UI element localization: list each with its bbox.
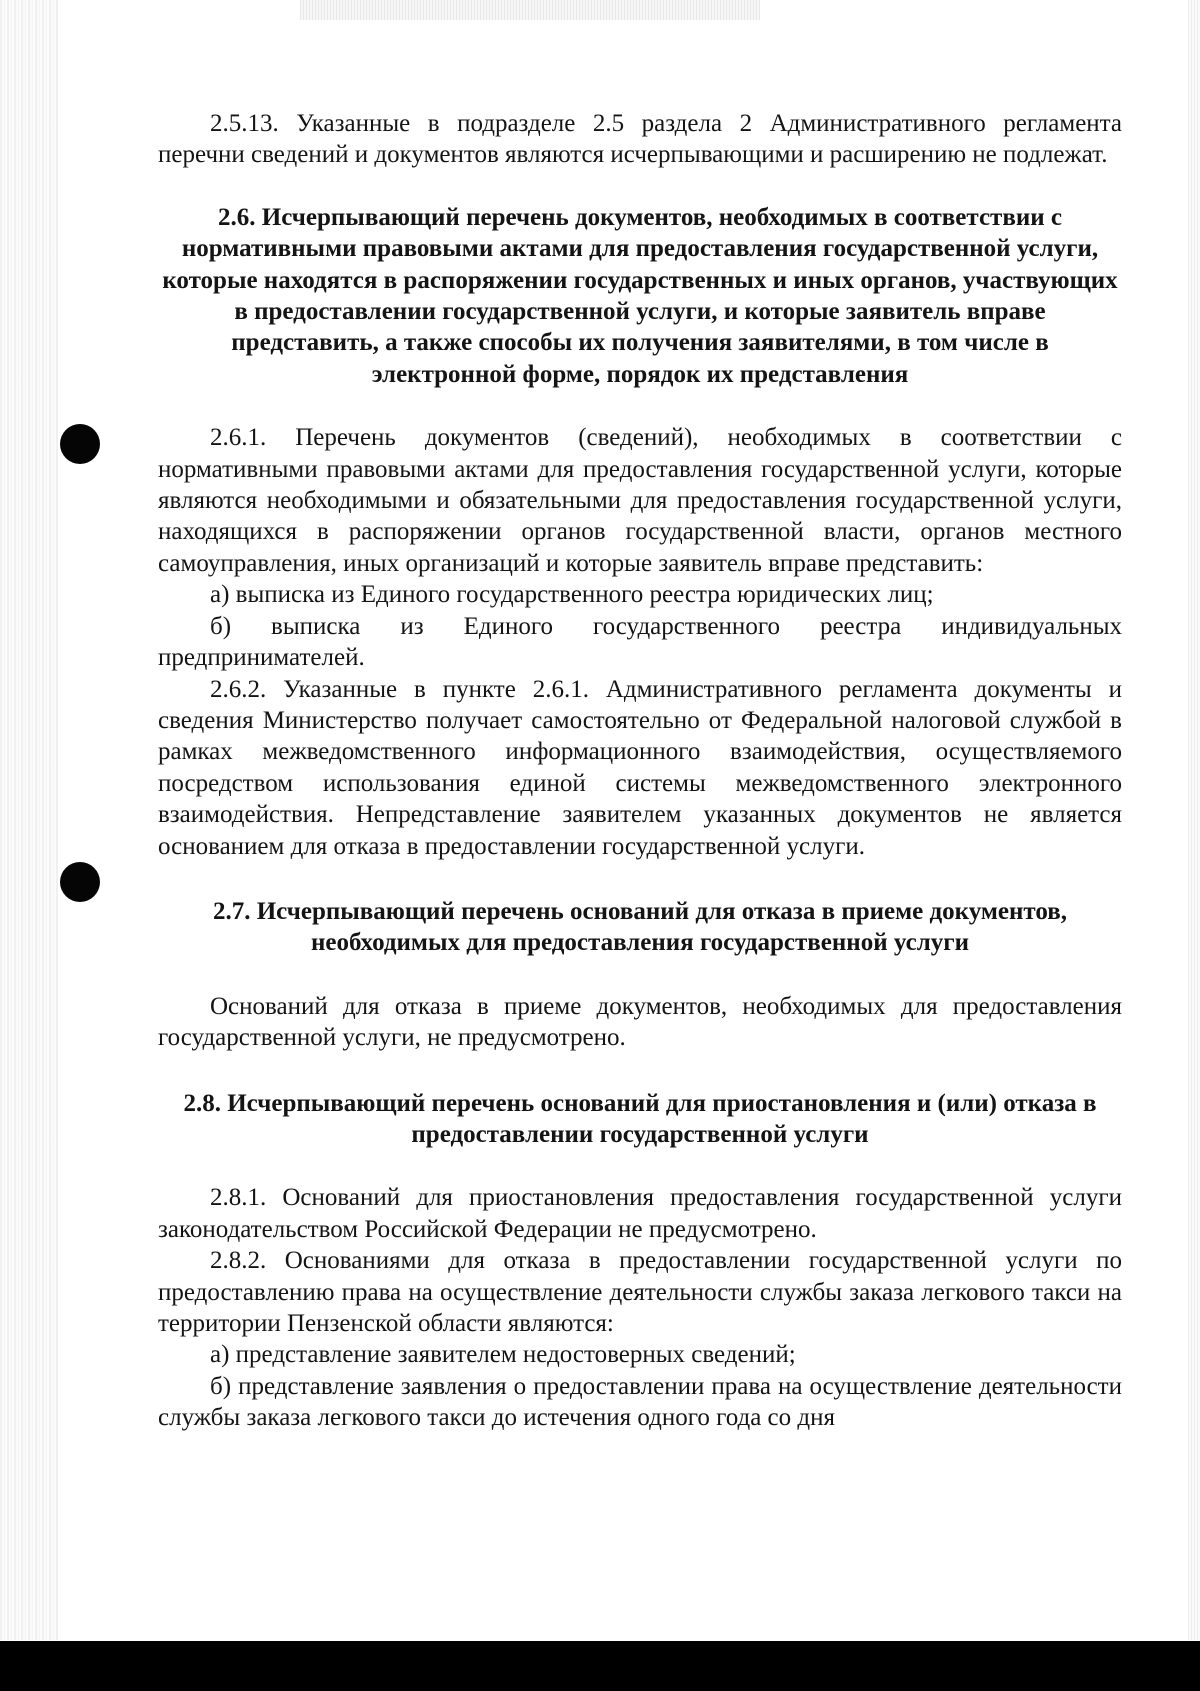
- list-item-b-entrepreneurs: б) выписка из Единого государственного реестра индивидуальных предпринимателей.: [158, 612, 1122, 672]
- list-item-a-legal-entities: а) выписка из Единого государственного реестра юридических лиц;: [210, 581, 934, 609]
- paragraph-2-6-1: 2.6.1. Перечень документов (сведений), необходимых в соответствии с нормативными правовыми актами для предоставления государственной услуги, которые являются необходимыми и обязательными для предоставления государственной услуги, находящихся в распоряжении органов государственной власти, органов местного самоуправления, иных организаций и которые заявитель вправе представить:: [158, 424, 1122, 577]
- paragraph-2-8-2: 2.8.2. Основаниями для отказа в предоставлении государственной услуги по предоставлению права на осуществление деятельности службы заказа легкового такси на территории Пензенской области являются:: [158, 1247, 1122, 1337]
- scan-edge-top: [300, 0, 760, 20]
- scan-edge-right: [1188, 0, 1200, 1640]
- scan-edge-left: [0, 0, 58, 1640]
- scan-bottom-bar: [0, 1641, 1200, 1691]
- paragraph-2-7: Оснований для отказа в приеме документов, необходимых для предоставления государственной услуги, не предусмотрено.: [158, 992, 1122, 1052]
- punch-hole-bottom: [60, 862, 100, 902]
- punch-hole-top: [60, 424, 100, 464]
- paragraph-2-5-13: 2.5.13. Указанные в подразделе 2.5 раздела 2 Административного регламента перечни сведений и документов являются исчерпывающими и расширению не подлежат.: [158, 110, 1122, 169]
- list-item-a-false-info: а) представление заявителем недостоверных сведений;: [210, 1341, 796, 1369]
- list-item-b-early-application: б) представление заявления о предоставлении права на осуществление деятельности службы заказа легкового такси до истечения одного года со дня: [158, 1372, 1122, 1432]
- section-heading-2-6: 2.6. Исчерпывающий перечень документов, необходимых в соответствии с нормативными правовыми актами для предоставления государственной услуги, которые находятся в распоряжении государственных и иных органов, участвующих в предоставлении государственной услуги, и которые заявитель вправе представить, а также способы их получения заявителями, в том числе в электронной форме, порядок их представления: [162, 203, 1118, 388]
- paragraph-2-6-2: 2.6.2. Указанные в пункте 2.6.1. Административного регламента документы и сведения Министерство получает самостоятельно от Федеральной налоговой службой в рамках межведомственного информационного взаимодействия, осуществляемого посредством использования единой системы межведомственного электронного взаимодействия. Непредставление заявителем указанных документов не является основанием для отказа в предоставлении государственной услуги.: [158, 675, 1122, 860]
- paragraph-2-8-1: 2.8.1. Оснований для приостановления предоставления государственной услуги законодательством Российской Федерации не предусмотрено.: [158, 1184, 1122, 1243]
- document-page: [158, 108, 1122, 1434]
- section-heading-2-8: 2.8. Исчерпывающий перечень оснований для приостановления и (или) отказа в предоставлении государственной услуги: [183, 1089, 1097, 1148]
- section-heading-2-7: 2.7. Исчерпывающий перечень оснований для отказа в приеме документов, необходимых для предоставления государственной услуги: [212, 897, 1067, 957]
